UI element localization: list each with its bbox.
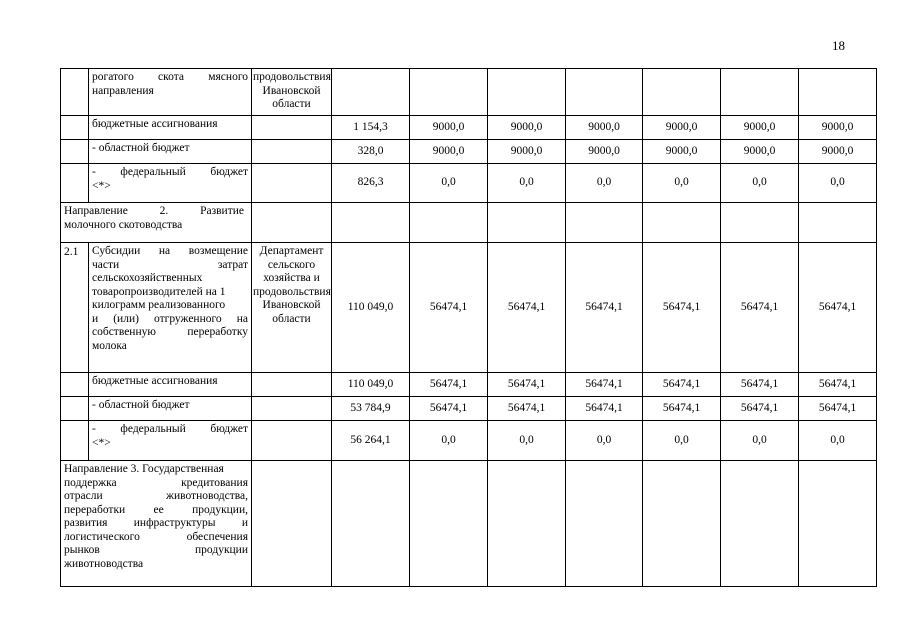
value-cell: 56474,1 [566, 373, 643, 397]
value-cell: 0,0 [488, 164, 566, 203]
value-cell: 9000,0 [566, 116, 643, 140]
table-row [61, 140, 877, 164]
table-row [61, 203, 877, 243]
value-cell: 9000,0 [643, 140, 721, 164]
value-cell: 56474,1 [643, 373, 721, 397]
value-cell: 56474,1 [799, 397, 877, 421]
value-cell: 9000,0 [410, 140, 488, 164]
budget-table [60, 68, 877, 587]
value-cell: 56474,1 [410, 397, 488, 421]
value-cell: 56474,1 [799, 373, 877, 397]
value-cell: 9000,0 [799, 116, 877, 140]
description-cell: рогатого скота мясного направления [89, 69, 252, 116]
value-cell: 0,0 [410, 421, 488, 461]
table-row [61, 421, 877, 461]
direction-heading: Направление 3. Государственная поддержка кредитования отрасли животноводства, переработки ее продукции, развития инфраструктуры и логистического обеспечения рынков продукции животноводства [61, 461, 252, 587]
value-cell: 0,0 [643, 164, 721, 203]
executor-cell: Департамент сельского хозяйства и продовольствия Ивановской области [252, 243, 332, 373]
value-cell: 56474,1 [410, 373, 488, 397]
page-number: 18 [832, 38, 845, 53]
value-cell: 56474,1 [488, 373, 566, 397]
value-cell: 9000,0 [721, 116, 799, 140]
table-row [61, 461, 877, 587]
value-cell: 53 784,9 [332, 397, 410, 421]
table-row [61, 164, 877, 203]
table-row [61, 373, 877, 397]
value-cell: 1 154,3 [332, 116, 410, 140]
value-cell: 56474,1 [566, 397, 643, 421]
value-cell: 328,0 [332, 140, 410, 164]
value-cell: 9000,0 [566, 140, 643, 164]
value-cell: 56474,1 [410, 243, 488, 373]
value-cell: 9000,0 [721, 140, 799, 164]
value-cell: 56474,1 [721, 373, 799, 397]
value-cell: 0,0 [721, 421, 799, 461]
regional-label: - областной бюджет [89, 140, 252, 164]
value-cell: 9000,0 [799, 140, 877, 164]
executor-cell: продовольствия Ивановской области [252, 69, 332, 116]
value-cell: 110 049,0 [332, 373, 410, 397]
value-cell: 56474,1 [721, 397, 799, 421]
value-cell: 0,0 [566, 164, 643, 203]
table-row [61, 116, 877, 140]
value-cell: 0,0 [488, 421, 566, 461]
value-cell: 0,0 [566, 421, 643, 461]
value-cell: 56474,1 [566, 243, 643, 373]
value-cell: 9000,0 [488, 116, 566, 140]
direction-heading: Направление 2. Развитие молочного скотоводства [61, 203, 252, 243]
value-cell: 9000,0 [643, 116, 721, 140]
federal-label: - федеральный бюджет <*> [89, 164, 252, 203]
value-cell: 56474,1 [721, 243, 799, 373]
row-index: 2.1 [61, 243, 89, 373]
table-row [61, 397, 877, 421]
description-cell: Субсидии на возмещение части затрат сельскохозяйственных товаропроизводителей на 1 килограмм реализованного и (или) отгруженного на собственную переработку молока [89, 243, 252, 373]
value-cell: 56474,1 [799, 243, 877, 373]
table-row [61, 243, 877, 373]
value-cell: 56474,1 [488, 243, 566, 373]
federal-label: - федеральный бюджет <*> [89, 421, 252, 461]
value-cell: 9000,0 [488, 140, 566, 164]
value-cell: 56474,1 [643, 243, 721, 373]
value-cell: 0,0 [410, 164, 488, 203]
value-cell: 0,0 [799, 164, 877, 203]
value-cell: 0,0 [721, 164, 799, 203]
value-cell: 0,0 [643, 421, 721, 461]
index-cell [61, 69, 89, 116]
value-cell: 826,3 [332, 164, 410, 203]
value-cell: 9000,0 [410, 116, 488, 140]
value-cell: 56 264,1 [332, 421, 410, 461]
budget-label: бюджетные ассигнования [89, 373, 252, 397]
value-cell: 56474,1 [488, 397, 566, 421]
value-cell: 110 049,0 [332, 243, 410, 373]
value-cell: 0,0 [799, 421, 877, 461]
regional-label: - областной бюджет [89, 397, 252, 421]
table-row [61, 69, 877, 116]
budget-label: бюджетные ассигнования [89, 116, 252, 140]
value-cell: 56474,1 [643, 397, 721, 421]
